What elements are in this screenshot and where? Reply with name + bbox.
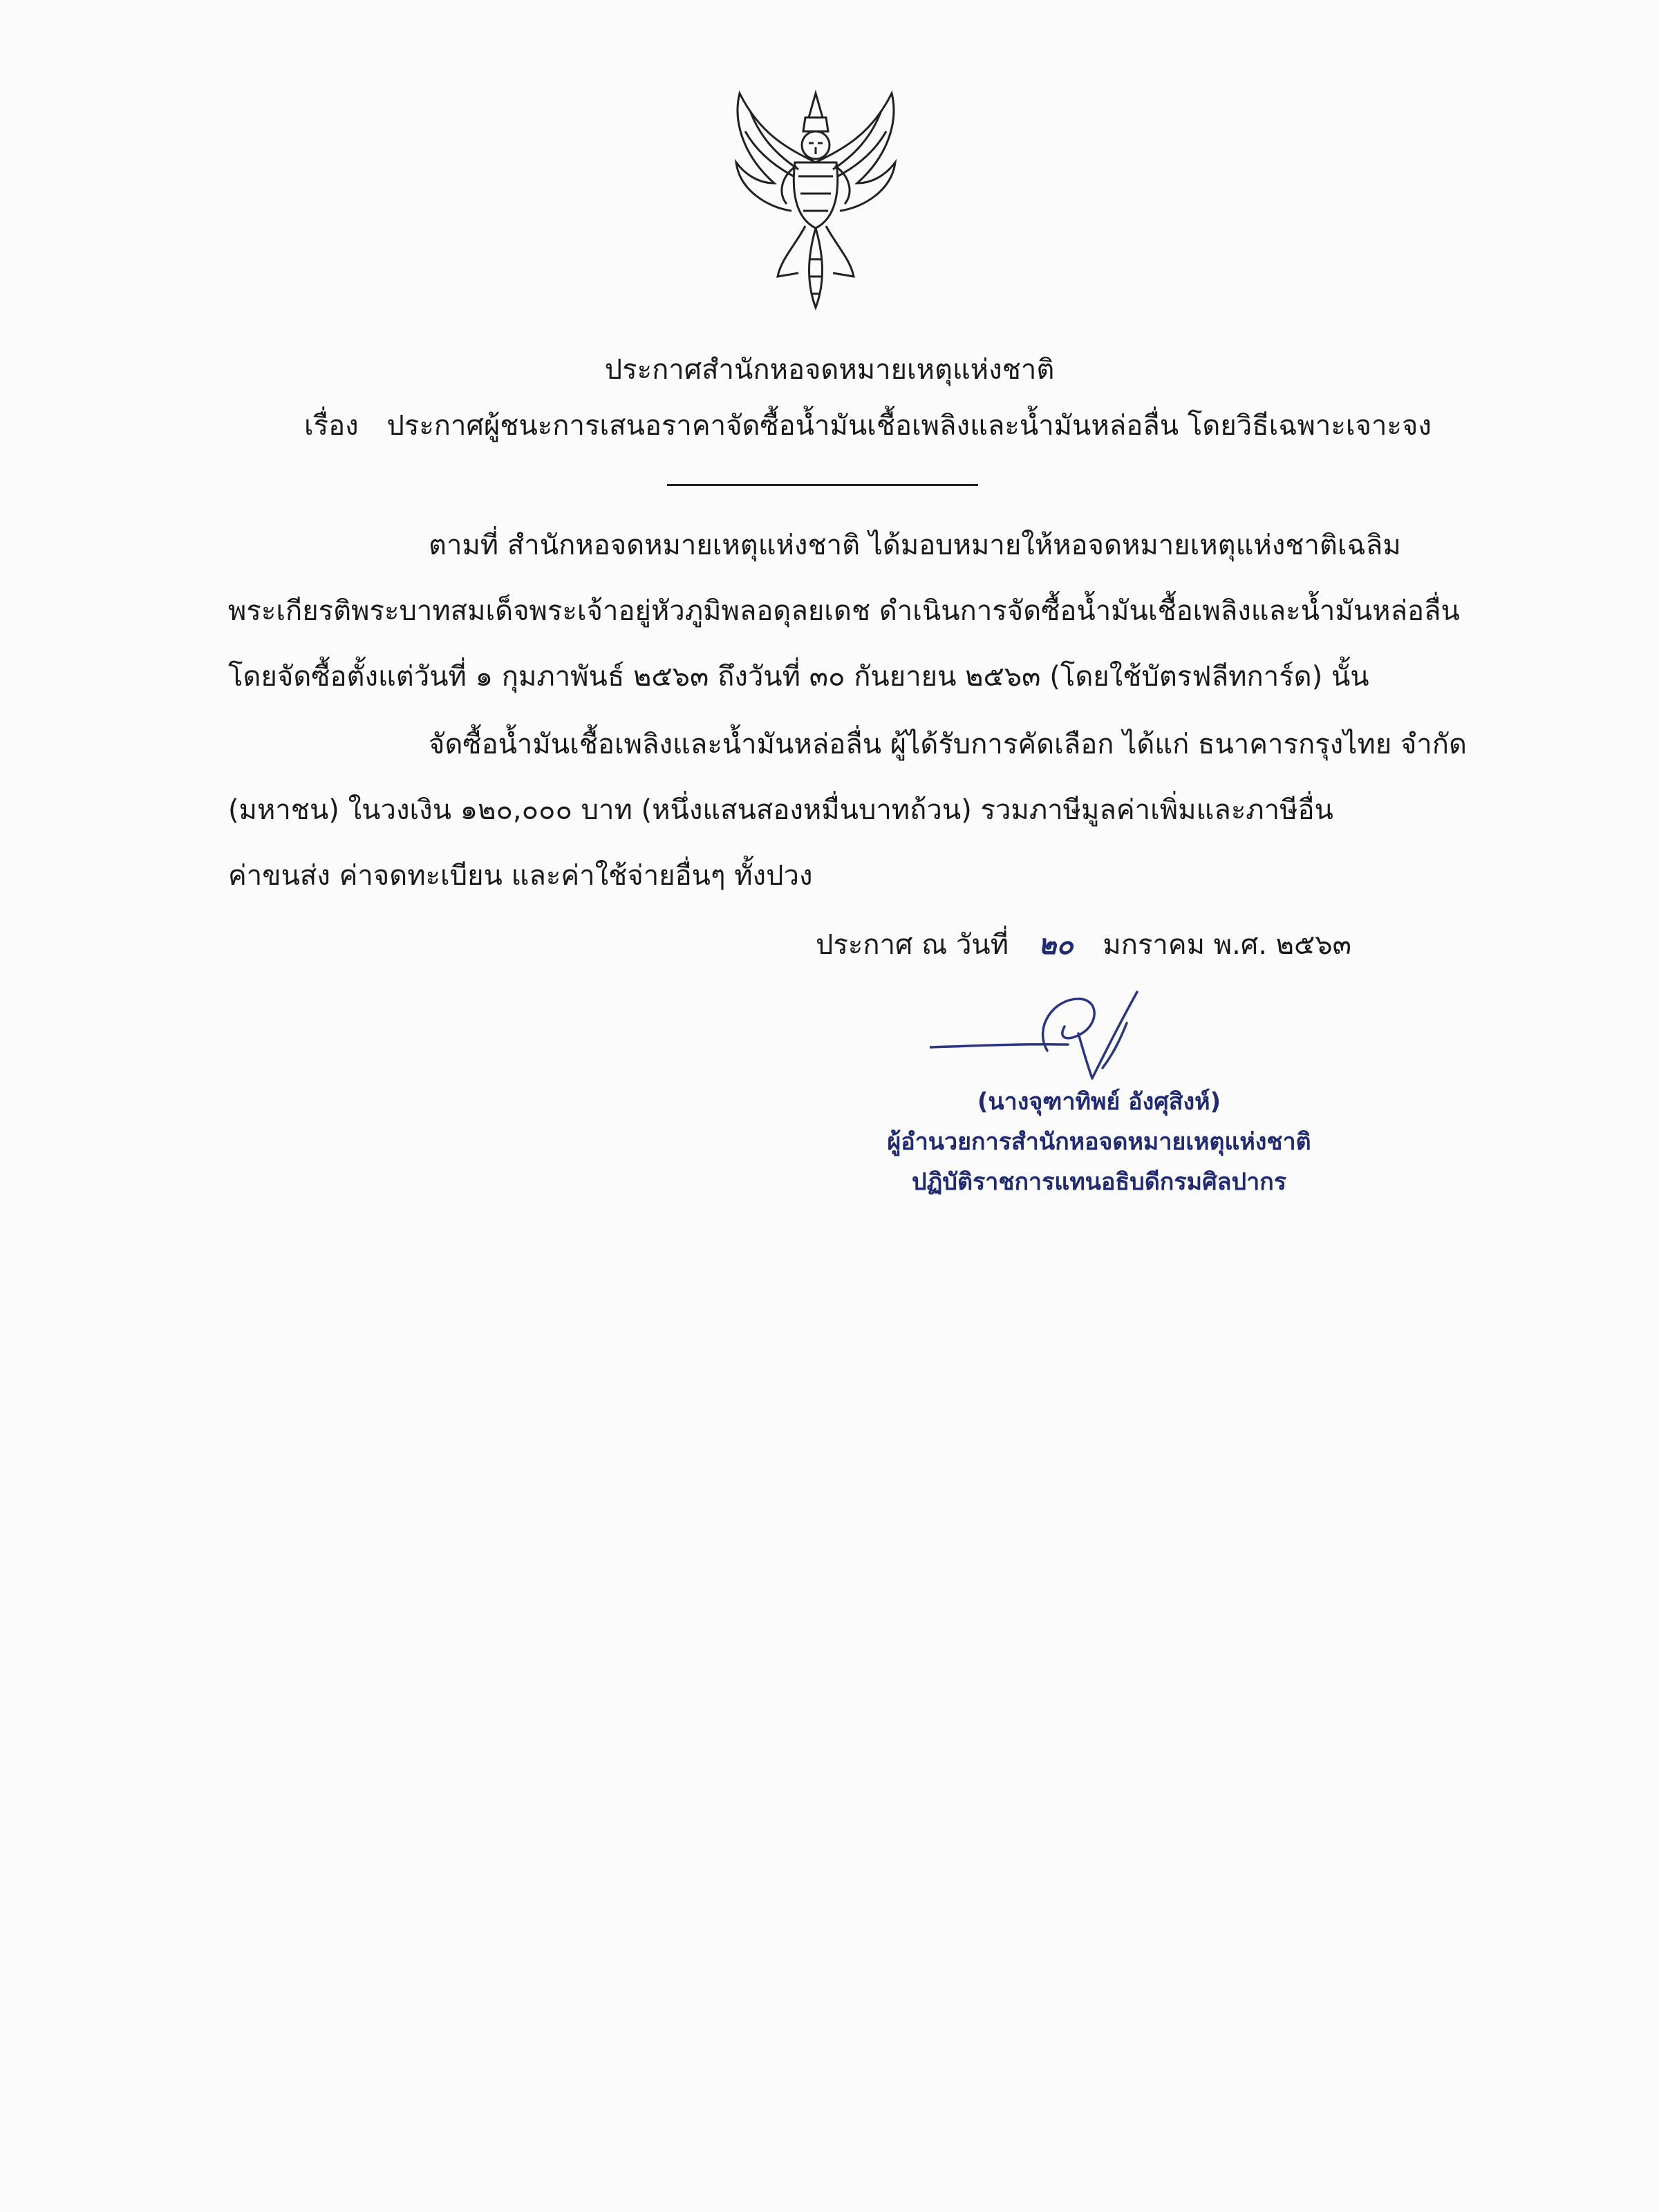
announcement-title: ประกาศสำนักหอจดหมายเหตุแห่งชาติ	[604, 354, 1055, 386]
subject-label: เรื่อง	[304, 410, 359, 442]
signer-name: (นางจุฑาทิพย์ อังศุสิงห์)	[977, 1088, 1221, 1116]
paragraph-1-line-3: โดยจัดซื้อตั้งแต่วันที่ ๑ กุมภาพันธ์ ๒๕๖๓ ถึงวันที่ ๓๐ กันยายน ๒๕๖๓ (โดยใช้บัตรฟลีทการ์ด) นั้น	[228, 661, 1369, 693]
paragraph-1	[228, 513, 1465, 710]
paragraph-2	[228, 712, 1465, 909]
date-month-year: มกราคม พ.ศ. ๒๕๖๓	[1103, 929, 1352, 961]
paragraph-2-line-1: จัดซื้อน้ำมันเชื้อเพลิงและน้ำมันหล่อลื่น ผู้ได้รับการคัดเลือก ได้แก่ ธนาคารกรุงไทย จำกัด	[429, 729, 1467, 760]
announcement-date	[816, 924, 1438, 966]
signer-acting-title: ปฏิบัติราชการแทนอธิบดีกรมศิลปากร	[911, 1168, 1287, 1196]
signer-position: ผู้อำนวยการสำนักหอจดหมายเหตุแห่งชาติ	[887, 1128, 1311, 1156]
paragraph-2-line-2: (มหาชน) ในวงเงิน ๑๒๐,๐๐๐ บาท (หนึ่งแสนสองหมื่นบาทถ้วน) รวมภาษีมูลค่าเพิ่มและภาษีอื่น	[228, 794, 1333, 826]
date-prefix: ประกาศ ณ วันที่	[816, 929, 1009, 961]
handwritten-signature	[930, 985, 1206, 1089]
subject-line	[304, 405, 1479, 447]
paragraph-2-line-3: ค่าขนส่ง ค่าจดทะเบียน และค่าใช้จ่ายอื่นๆ ทั้งปวง	[228, 860, 813, 892]
title-divider	[667, 484, 978, 486]
subject-text: ประกาศผู้ชนะการเสนอราคาจัดซื้อน้ำมันเชื้อเพลิงและน้ำมันหล่อลื่น โดยวิธีเฉพาะเจาะจง	[386, 410, 1432, 442]
date-day: ๒๐	[1038, 928, 1074, 961]
paragraph-1-line-2: พระเกียรติพระบาทสมเด็จพระเจ้าอยู่หัวภูมิพลอดุลยเดช ดำเนินการจัดซื้อน้ำมันเชื้อเพลิงและน้ำมันหล่อลื่น	[228, 595, 1460, 627]
signer-block	[830, 1082, 1369, 1202]
paragraph-1-line-1: ตามที่ สำนักหอจดหมายเหตุแห่งชาติ ได้มอบหมายให้หอจดหมายเหตุแห่งชาติเฉลิม	[429, 529, 1401, 561]
garuda-emblem-icon	[712, 79, 919, 315]
